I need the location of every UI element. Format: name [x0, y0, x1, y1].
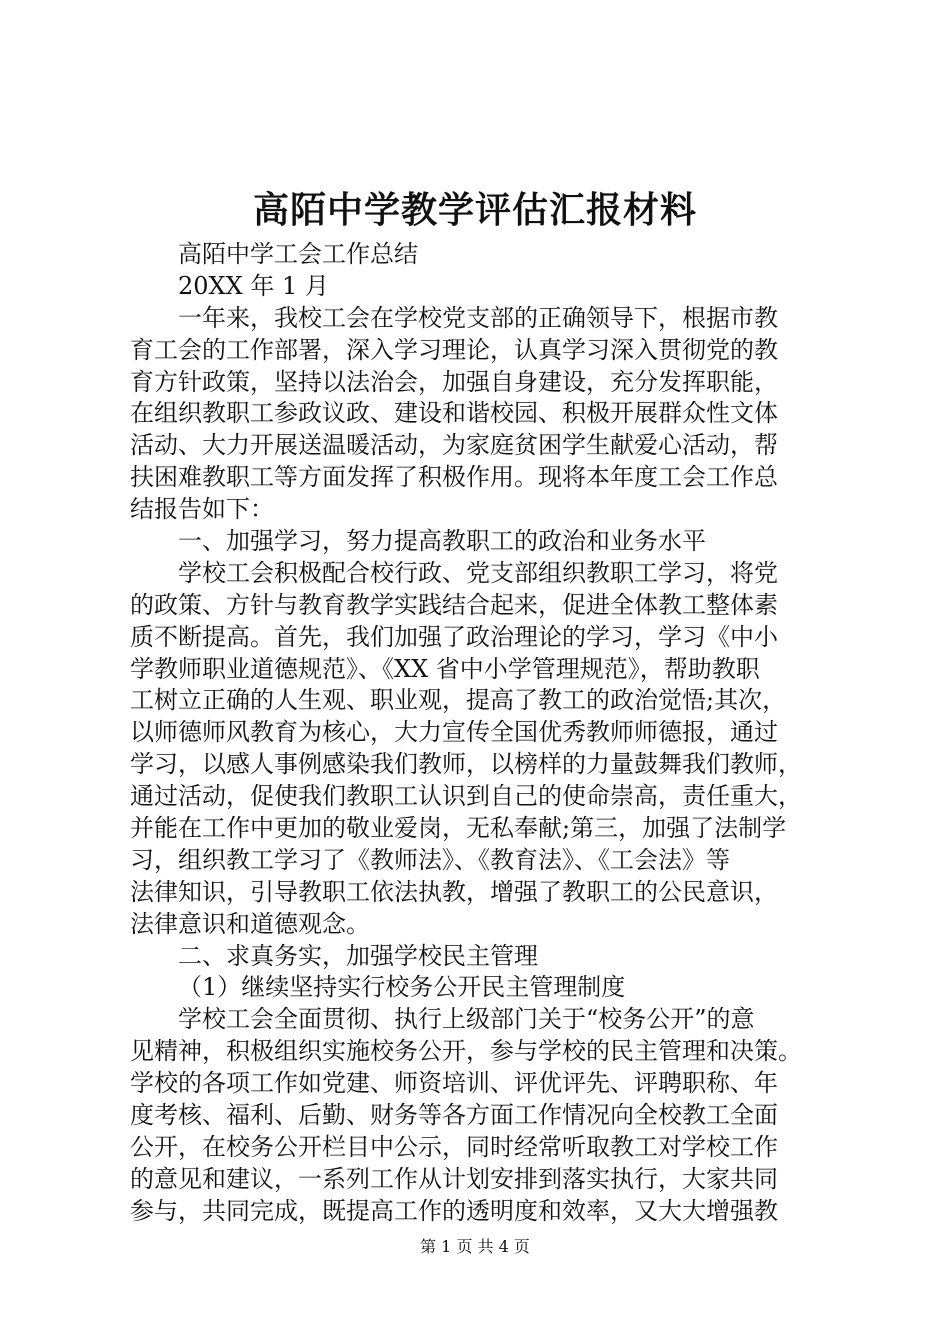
- text-line: 学校工会积极配合校行政、党支部组织教职工学习，将党: [178, 558, 778, 587]
- text-line: 一、加强学习，努力提高教职工的政治和业务水平: [178, 527, 706, 556]
- text-line: 法律知识，引导教职工依法执教，增强了教职工的公民意识，: [130, 877, 778, 906]
- page-footer: 第 1 页 共 4 页: [420, 1237, 530, 1256]
- text-line: 结报告如下：: [130, 495, 274, 524]
- text-line: 并能在工作中更加的敬业爱岗，无私奉献;第三，加强了法制学: [130, 814, 787, 843]
- text-line: 习，组织教工学习了《教师法》、《教育法》、《工会法》等: [130, 845, 730, 874]
- text-line: 学校的各项工作如党建、师资培训、评优评先、评聘职称、年: [130, 1069, 778, 1098]
- text-line: 度考核、福利、后勤、财务等各方面工作情况向全校教工全面: [130, 1101, 778, 1130]
- text-line: 通过活动，促使我们教职工认识到自己的使命崇高，责任重大，: [130, 782, 802, 811]
- text-line: 的政策、方针与教育教学实践结合起来，促进全体教工整体素: [130, 590, 778, 619]
- text-line: 以师德师风教育为核心，大力宣传全国优秀教师师德报，通过: [130, 718, 778, 747]
- text-line: 活动、大力开展送温暖活动，为家庭贫困学生献爱心活动，帮: [130, 431, 778, 460]
- text-line: （1）继续坚持实行校务公开民主管理制度: [178, 973, 626, 1002]
- text-line: 高陌中学工会工作总结: [178, 240, 418, 268]
- text-line: 质不断提高。首先，我们加强了政治理论的学习，学习《中小: [130, 622, 778, 651]
- document-body: [130, 239, 830, 1228]
- text-line: 参与，共同完成，既提高工作的透明度和效率，又大大增强教: [130, 1196, 778, 1225]
- text-line: 的意见和建议，一系列工作从计划安排到落实执行，大家共同: [130, 1164, 778, 1193]
- text-line: 见精神，积极组织实施校务公开，参与学校的民主管理和决策。: [130, 1037, 802, 1066]
- text-line: 法律意识和道德观念。: [130, 909, 370, 938]
- text-line: 学习，以感人事例感染我们教师，以榜样的力量鼓舞我们教师，: [130, 750, 802, 779]
- text-line: 扶困难教职工等方面发挥了积极作用。现将本年度工会工作总: [130, 463, 778, 492]
- text-line: 公开，在校务公开栏目中公示，同时经常听取教工对学校工作: [130, 1132, 778, 1161]
- text-line: 育方针政策，坚持以法治会，加强自身建设，充分发挥职能，: [130, 367, 778, 396]
- text-line: 一年来，我校工会在学校党支部的正确领导下，根据市教: [178, 303, 778, 332]
- document-title: 高陌中学教学评估汇报材料: [252, 189, 697, 231]
- text-line: 学教师职业道德规范》、《XX 省中小学管理规范》，帮助教职: [130, 654, 760, 683]
- text-line: 20XX 年 1 月: [178, 271, 329, 300]
- text-line: 在组织教职工参政议政、建设和谐校园、积极开展群众性文体: [130, 399, 778, 428]
- text-line: 二、求真务实，加强学校民主管理: [178, 941, 538, 970]
- text-line: 学校工会全面贯彻、执行上级部门关于“校务公开”的意: [178, 1005, 755, 1034]
- text-line: 工树立正确的人生观、职业观，提高了教工的政治觉悟;其次，: [130, 686, 787, 715]
- text-line: 育工会的工作部署，深入学习理论，认真学习深入贯彻党的教: [130, 335, 778, 364]
